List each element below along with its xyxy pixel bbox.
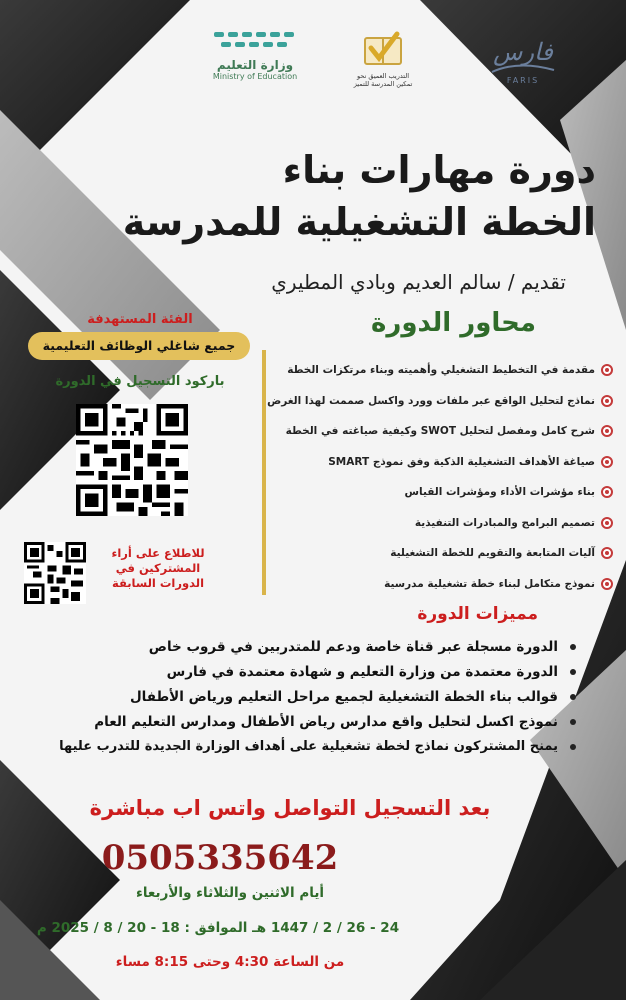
bullet-icon (570, 694, 576, 700)
target-icon (601, 395, 613, 407)
opinions-line3: الدورات السابقة (111, 576, 205, 590)
whatsapp-cta: بعد التسجيل التواصل واتس اب مباشرة (89, 796, 491, 820)
features-list (40, 634, 576, 759)
target-icon (601, 547, 613, 559)
center-logo (338, 22, 428, 102)
center-line2: تمكين المدرسة للتميز (353, 80, 413, 88)
axis-text: نموذج متكامل لبناء خطة تشغيلية مدرسية (384, 577, 595, 590)
list-item (268, 477, 613, 508)
list-item (40, 659, 576, 684)
list-item (268, 416, 613, 447)
axis-text: نماذج لتحليل الواقع عبر ملفات وورد واكسل صممت لهذا الغرض (267, 394, 595, 407)
book-check-icon (361, 30, 405, 70)
target-label: الفئة المستهدفة (87, 312, 193, 327)
feature-text: نموذج اكسل لتحليل واقع مدارس رياض الأطفال ومدارس التعليم العام (94, 713, 558, 730)
list-item (268, 355, 613, 386)
list-item (40, 734, 576, 759)
opinions-qr-code[interactable] (24, 542, 86, 604)
axis-text: صياغة الأهداف التشغيلية الذكية وفق نموذج SMART (328, 455, 595, 468)
moe-name-ar: وزارة التعليم (216, 58, 294, 72)
axis-text: آليات المتابعة والتقويم للخطة التشغيلية (390, 547, 595, 560)
bullet-icon (570, 744, 576, 750)
bullet-icon (570, 719, 576, 725)
feature-text: قوالب بناء الخطة التشغيلية لجميع مراحل التعليم ورياض الأطفال (129, 688, 558, 705)
target-value: جميع شاغلي الوظائف التعليمية (28, 332, 250, 360)
title-line2: الخطة التشغيلية للمدرسة (122, 200, 596, 244)
axes-list (268, 355, 613, 599)
list-item (268, 386, 613, 417)
list-item (40, 684, 576, 709)
list-item (268, 508, 613, 539)
opinions-line2: المشتركين في (115, 561, 201, 575)
presenter: تقديم / سالم العديم وبادي المطيري (271, 270, 566, 294)
axis-text: شرح كامل ومفصل لتحليل SWOT وكيفية صياغته في الخطة (285, 425, 595, 438)
faris-logo (478, 38, 568, 108)
axes-divider (262, 350, 266, 595)
faris-mark: فارس (493, 38, 553, 66)
features-heading: مميزات الدورة (417, 604, 538, 624)
faris-en: FARIS (506, 76, 540, 85)
list-item (268, 538, 613, 569)
bullet-icon (570, 644, 576, 650)
phone-number[interactable]: 0505335642 (101, 838, 339, 878)
moe-emblem-icon (210, 26, 300, 56)
center-line1: التدريب العميق نحو (356, 72, 410, 80)
axis-text: مقدمة في التخطيط التشغيلي وأهميته وبناء مرتكزات الخطة (287, 364, 595, 377)
register-label: باركود التسجيل في الدورة (55, 374, 225, 389)
moe-logo (200, 20, 310, 100)
target-icon (601, 364, 613, 376)
axis-text: بناء مؤشرات الأداء ومؤشرات القياس (404, 486, 595, 499)
feature-text: يمنح المشتركون نماذج لخطة تشغيلية على أهداف الوزارة الجديدة للتدرب عليها (59, 739, 558, 754)
list-item (40, 634, 576, 659)
feature-text: الدورة معتمدة من وزارة التعليم و شهادة معتمدة في فارس (166, 663, 558, 680)
target-icon (601, 456, 613, 468)
list-item (268, 447, 613, 478)
feature-text: الدورة مسجلة عبر قناة خاصة ودعم للمتدربين في قروب خاص (148, 638, 558, 655)
moe-name-en: Ministry of Education (212, 72, 298, 81)
schedule-days: أيام الاثنين والثلاثاء والأربعاء (135, 885, 325, 901)
target-icon (601, 517, 613, 529)
title-line1: دورة مهارات بناء (282, 148, 596, 192)
target-icon (601, 578, 613, 590)
list-item (268, 569, 613, 600)
target-icon (601, 425, 613, 437)
opinions-text (98, 546, 218, 591)
logo-row (0, 20, 626, 110)
list-item (40, 709, 576, 734)
target-icon (601, 486, 613, 498)
schedule-time: من الساعة 4:30 وحتى 8:15 مساء (115, 954, 345, 970)
registration-qr-code[interactable] (76, 404, 188, 516)
axes-heading: محاور الدورة (371, 308, 536, 338)
axis-text: تصميم البرامج والمبادرات التنفيذية (414, 516, 595, 529)
schedule-dates: 24 - 26 / 2 / 1447 هـ الموافق : 18 - 20 / 8 / 2025 م (36, 920, 400, 936)
bullet-icon (570, 669, 576, 675)
opinions-line1: للاطلاع على أراء (111, 546, 205, 560)
